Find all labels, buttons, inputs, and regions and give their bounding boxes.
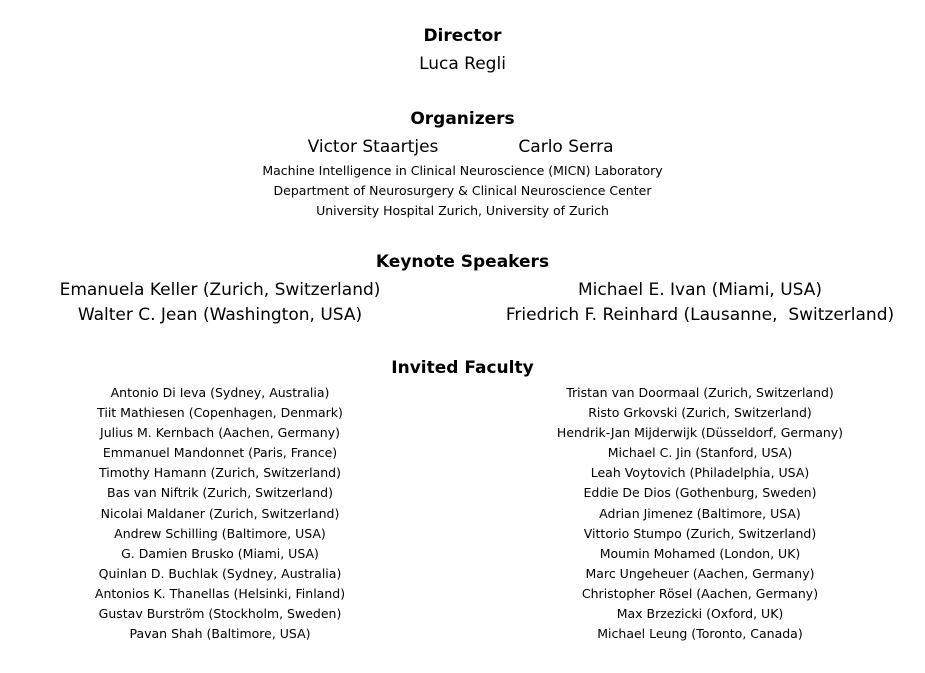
organizer-affiliation-university: University Hospital Zurich, University of Zurich: [316, 203, 609, 218]
faculty-member: Emmanuel Mandonnet (Paris, France): [102, 445, 338, 461]
keynote-speaker-right-1: Michael E. Ivan (Miami, USA): [577, 280, 823, 300]
faculty-member: Quinlan D. Buchlak (Sydney, Australia): [98, 565, 342, 581]
faculty-member: Hendrik-Jan Mijderwijk (Düsseldorf, Germany): [556, 425, 844, 441]
organizers-heading: Organizers: [410, 109, 515, 129]
faculty-member: Christopher Rösel (Aachen, Germany): [581, 585, 819, 601]
keynote-heading: Keynote Speakers: [375, 252, 550, 272]
faculty-member: Michael C. Jin (Stanford, USA): [607, 445, 793, 461]
faculty-member: Moumin Mohamed (London, UK): [599, 545, 801, 561]
faculty-member: Antonio Di Ieva (Sydney, Australia): [110, 385, 330, 400]
faculty-member: Risto Grkovski (Zurich, Switzerland): [588, 405, 812, 421]
faculty-member: Gustav Burström (Stockholm, Sweden): [98, 606, 342, 622]
faculty-member: Nicolai Maldaner (Zurich, Switzerland): [100, 505, 340, 521]
faculty-member: Vittorio Stumpo (Zurich, Switzerland): [583, 525, 817, 541]
faculty-list-left: [10, 383, 430, 644]
director-heading: Director: [423, 26, 502, 46]
keynote-speaker-left-1: Emanuela Keller (Zurich, Switzerland): [59, 280, 381, 300]
faculty-member: G. Damien Brusko (Miami, USA): [121, 545, 319, 561]
faculty-member: Andrew Schilling (Baltimore, USA): [114, 525, 326, 541]
director-name: Luca Regli: [419, 54, 506, 74]
faculty-member: Bas van Niftrik (Zurich, Switzerland): [107, 485, 333, 501]
faculty-member: Max Brzezicki (Oxford, UK): [616, 606, 784, 622]
faculty-member: Pavan Shah (Baltimore, USA): [129, 626, 311, 642]
keynote-speaker-left-2: Walter C. Jean (Washington, USA): [77, 305, 363, 325]
faculty-heading: Invited Faculty: [391, 358, 534, 378]
faculty-member: Adrian Jimenez (Baltimore, USA): [599, 505, 801, 521]
faculty-member: Michael Leung (Toronto, Canada): [597, 626, 803, 642]
organizer-name-2: Carlo Serra: [518, 137, 614, 157]
faculty-member: Antonios K. Thanellas (Helsinki, Finland): [94, 585, 346, 601]
faculty-member: Tristan van Doormaal (Zurich, Switzerland): [566, 385, 834, 400]
faculty-member: Eddie De Dios (Gothenburg, Sweden): [583, 485, 817, 501]
faculty-member: Marc Ungeheuer (Aachen, Germany): [585, 565, 815, 581]
faculty-list-right: [490, 383, 910, 644]
organizer-name-1: Victor Staartjes: [307, 137, 439, 157]
organizer-affiliation-department: Department of Neurosurgery & Clinical Neuroscience Center: [273, 183, 652, 198]
keynote-speaker-right-2: Friedrich F. Reinhard (Lausanne, Switzerland): [505, 305, 895, 325]
faculty-member: Timothy Hamann (Zurich, Switzerland): [99, 465, 341, 481]
faculty-member: Tiit Mathiesen (Copenhagen, Denmark): [97, 405, 343, 421]
organizer-affiliation-lab: Machine Intelligence in Clinical Neuroscience (MICN) Laboratory: [262, 163, 663, 178]
faculty-member: Julius M. Kernbach (Aachen, Germany): [100, 425, 340, 441]
faculty-member: Leah Voytovich (Philadelphia, USA): [590, 465, 810, 481]
